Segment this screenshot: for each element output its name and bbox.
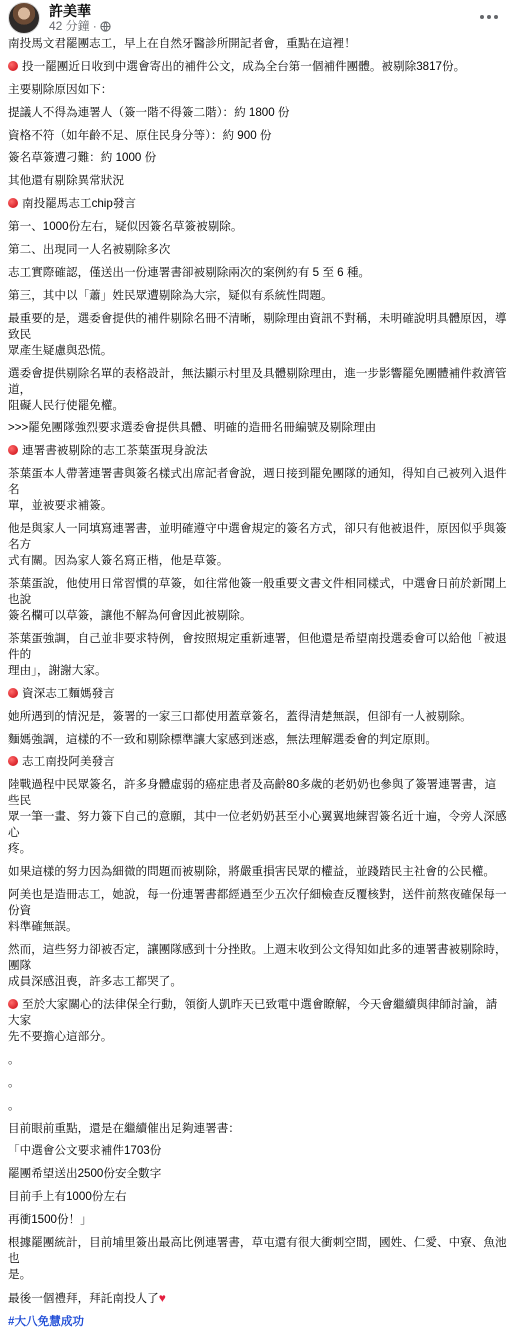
red-circle-icon — [8, 688, 18, 698]
post-line: 資格不符（如年齡不足、原住民身分等）：約 900 份 — [8, 128, 272, 142]
post-line: 第三，其中以「蕭」姓民眾遭剔除為大宗，疑似有系統性問題。 — [8, 288, 333, 302]
more-options-icon[interactable] — [477, 8, 501, 26]
post-line: 然而，這些努力卻被否定，讓團隊感到十分挫敗。上週末收到公文得知如此多的連署書被剔除時，團隊 — [8, 943, 507, 973]
post-line: 麵媽強調，這樣的不一致和剔除標準讓大家感到迷惑，無法理解選委會的判定原則。 — [8, 732, 437, 746]
globe-icon[interactable] — [100, 21, 111, 32]
post-line: 單，並被要求補簽。 — [8, 499, 113, 513]
post-line: 如果這樣的努力因為細微的問題而被剔除，將嚴重損害民眾的權益，並踐踏民主社會的公民權。 — [8, 865, 495, 879]
post-time[interactable]: 42 分鐘 — [49, 19, 90, 33]
post-line: 其他還有剔除異常狀況 — [8, 174, 124, 188]
post-line: 再衝1500份！」 — [8, 1213, 92, 1227]
post-line: 最重要的是，選委會提供的補件剔除名冊不清晰，剔除理由資訊不對稱，未明確說明具體原因，導致民 — [8, 311, 507, 341]
post-line: 。 — [8, 1098, 20, 1112]
post-line: 先不要擔心這部分。 — [8, 1029, 113, 1043]
post-meta — [49, 19, 111, 33]
post-line: 根據罷團統計，目前埔里簽出最高比例連署書，草屯還有很大衝刺空間，國姓、仁愛、中寮、魚池也 — [8, 1235, 507, 1265]
post-line: 選委會提供剔除名單的表格設計，無法顯示村里及具體剔除理由，進一步影響罷免團體補件救濟管道， — [8, 366, 507, 396]
section-heading: 連署書被剔除的志工茶葉蛋現身說法 — [8, 443, 507, 459]
post-line: 最後一個禮拜，拜託南投人了♥ — [8, 1290, 166, 1305]
section-heading: 志工南投阿美發言 — [8, 754, 507, 770]
post-line: 目前手上有1000份左右 — [8, 1190, 127, 1204]
post-line: 第一、1000份左右，疑似因簽名草簽被剔除。 — [8, 220, 243, 234]
post-line: 投一罷團近日收到中選會寄出的補件公文，成為全台第一個補件團體。被剔除3817份。 — [8, 59, 507, 75]
section-heading: 南投罷馬志工chip發言 — [8, 196, 507, 212]
red-circle-icon — [8, 999, 18, 1009]
post-line: 理由」，謝謝大家。 — [8, 663, 107, 677]
post-line: 至於大家關心的法律保全行動，領銜人凱昨天已致電中選會瞭解，今天會繼續與律師討論，請大家 — [8, 997, 498, 1027]
post-line: 眾一筆一畫、努力簽下自己的意願，其中一位老奶奶甚至小心翼翼地練習簽名近十遍，令旁人深感心 — [8, 810, 507, 840]
red-circle-icon — [8, 61, 18, 71]
post-line: 料準確無誤。 — [8, 920, 78, 934]
post-line: 陸戰過程中民眾簽名，許多身體虛弱的癌症患者及高齡80多歲的老奶奶也參與了簽署連署書，這些民 — [8, 778, 497, 808]
post-line: 南投馬文君罷團志工，早上在自然牙醫診所開記者會，重點在這裡！ — [8, 37, 356, 50]
post-line: 第二、出現同一人名被剔除多次 — [8, 243, 171, 257]
red-heart-icon: ♥ — [158, 1290, 166, 1305]
post-line: 提議人不得為連署人（簽一階不得簽二階）：約 1800 份 — [8, 105, 290, 119]
post-line: 罷團希望送出2500份安全數字 — [8, 1167, 162, 1181]
post-body — [8, 36, 507, 1330]
post-line — [8, 1314, 507, 1330]
section-heading: 資深志工麵媽發言 — [8, 686, 507, 702]
post-line: 「中選會公文要求補件1703份 — [8, 1144, 162, 1158]
post-line: 式有關。因為家人簽名寫正楷，他是草簽。 — [8, 554, 229, 568]
red-circle-icon — [8, 756, 18, 766]
post-header — [8, 0, 507, 36]
post-line: 簽名欄可以草簽，讓他不解為何會因此被剔除。 — [8, 609, 252, 623]
post-line: 阻礙人民行使罷免權。 — [8, 398, 124, 412]
post-line: 是。 — [8, 1267, 32, 1281]
meta-separator: · — [92, 19, 97, 33]
avatar[interactable] — [8, 2, 40, 34]
post-line: 眾產生疑慮與恐慌。 — [8, 343, 113, 357]
red-circle-icon — [8, 198, 18, 208]
post-line: 目前眼前重點，還是在繼續催出足夠連署書： — [8, 1121, 240, 1135]
post-line: 簽名草簽遭刁難：約 1000 份 — [8, 151, 157, 165]
post-line: 。 — [8, 1075, 20, 1089]
post-line: 主要剔除原因如下： — [8, 82, 113, 96]
post-line: 她所遇到的情況是，簽署的一家三口都使用蓋章簽名，蓋得清楚無誤，但卻有一人被剔除。 — [8, 709, 472, 723]
author-name[interactable]: 許美華 — [49, 3, 91, 19]
red-circle-icon — [8, 445, 18, 455]
post-line: 成員深感沮喪，許多志工都哭了。 — [8, 975, 182, 989]
post-line: 茶葉蛋本人帶著連署書與簽名樣式出席記者會說，週日接到罷免團隊的通知，得知自己被列入退件名 — [8, 467, 507, 497]
author-block — [49, 3, 111, 33]
post-line: 志工實際確認，僅送出一份連署書卻被剔除兩次的案例約有 5 至 6 種。 — [8, 265, 371, 279]
post-line: 他是與家人一同填寫連署書，並明確遵守中選會規定的簽名方式，卻只有他被退件，原因似乎與簽名方 — [8, 522, 507, 552]
post-line: 疼。 — [8, 842, 32, 856]
post-line: 。 — [8, 1052, 20, 1066]
post-line: 茶葉蛋強調，自己並非要求特例，會按照規定重新連署，但他還是希望南投選委會可以給他「被退件的 — [8, 631, 507, 661]
post-line: 阿美也是造冊志工，她說，每一份連署書都經過至少五次仔細檢查反覆核對，送件前熬夜確保每一份資 — [8, 888, 507, 918]
post-line: >>>罷免團隊強烈要求選委會提供具體、明確的造冊名冊編號及剔除理由 — [8, 421, 377, 435]
post-line: 茶葉蛋說，他使用日常習慣的草簽，如往常他簽一般重要文書文件相同樣式，中選會日前於新聞上也說 — [8, 577, 507, 607]
hashtag-link[interactable]: #大八免慧成功 — [8, 1314, 85, 1328]
